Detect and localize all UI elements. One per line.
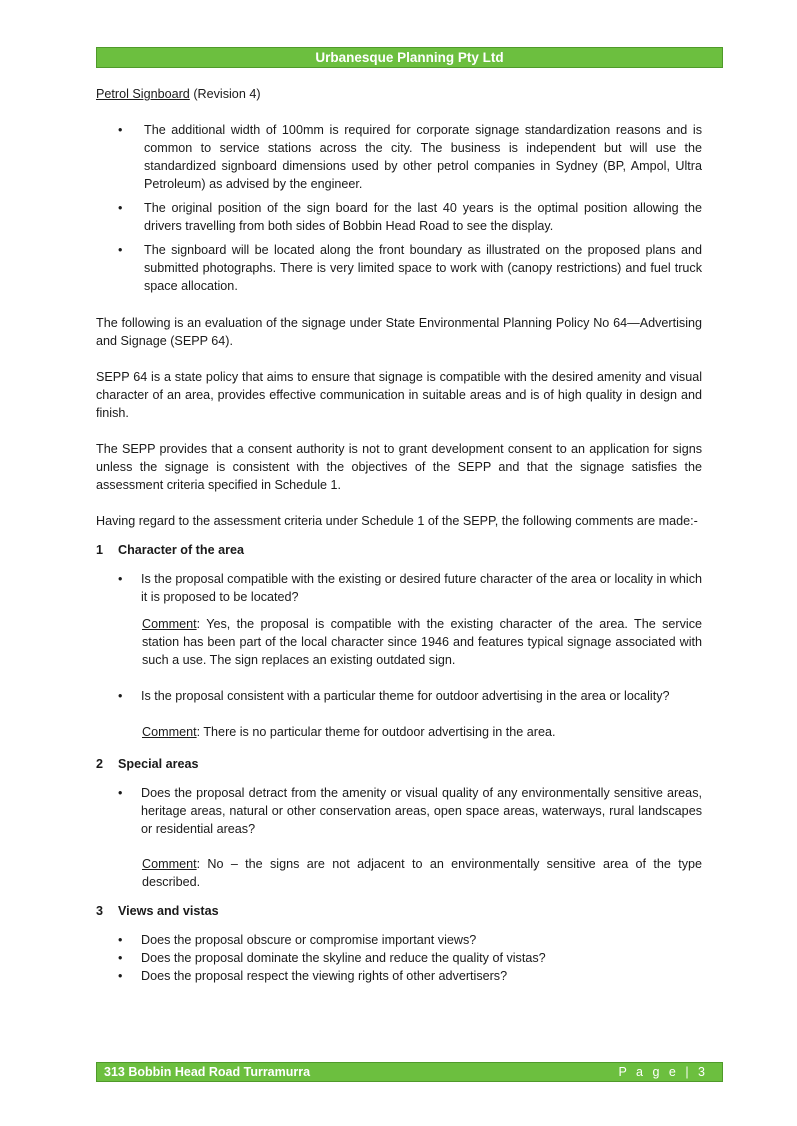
title-revision: (Revision 4) [189, 87, 261, 101]
criteria-list [96, 570, 702, 606]
company-name: Urbanesque Planning Pty Ltd [315, 50, 504, 65]
title-main: Petrol Signboard [96, 87, 190, 101]
criteria-comment [96, 723, 702, 741]
section-title: Character of the area [118, 543, 244, 557]
criteria-comment [96, 855, 702, 891]
criteria-question: • Is the proposal consistent with a particular theme for outdoor advertising in the area or locality? [96, 687, 702, 705]
section-heading [96, 541, 702, 559]
section-number: 1 [96, 543, 104, 557]
document-title [96, 85, 702, 103]
comment-label: Comment [142, 857, 197, 871]
intro-bullet-list [96, 121, 702, 295]
page-number: P a g e | 3 [618, 1065, 708, 1079]
criteria-question: • Does the proposal obscure or compromise important views? [96, 931, 702, 949]
section-number: 3 [96, 904, 104, 918]
page-header-bar [96, 47, 723, 68]
intro-bullet: • The original position of the sign board for the last 40 years is the optimal position allowing the drivers travelling from both sides of Bobbin Head Road to see the display. [96, 199, 702, 235]
comment-label: Comment [142, 725, 197, 739]
paragraph: The following is an evaluation of the signage under State Environmental Planning Policy No 64—Advertising and Signage (SEPP 64). [96, 316, 702, 348]
paragraph: SEPP 64 is a state policy that aims to ensure that signage is compatible with the desired amenity and visual character of an area, provides effective communication in suitable areas and is of high quality in design and finish. [96, 370, 702, 420]
intro-bullet: • The additional width of 100mm is required for corporate signage standardization reasons and is common to service stations across the city. The business is independent but will use the standardized signboard dimensions used by other petrol companies in Sydney (BP, Ampol, Ultra Petroleum) as advised by the engineer. [96, 121, 702, 193]
intro-bullet: • The signboard will be located along the front boundary as illustrated on the proposed plans and submitted photographs. There is very limited space to work with (canopy restrictions) and fuel truck space allocation. [96, 241, 702, 295]
criteria-question: • Does the proposal respect the viewing rights of other advertisers? [96, 967, 702, 985]
criteria-list [96, 687, 702, 705]
page-footer-bar [96, 1062, 723, 1082]
section-title: Special areas [118, 757, 199, 771]
criteria-question: • Is the proposal compatible with the existing or desired future character of the area or locality in which it is proposed to be located? [96, 570, 702, 606]
paragraph: Having regard to the assessment criteria under Schedule 1 of the SEPP, the following comments are made:- [96, 514, 698, 528]
section-number: 2 [96, 757, 104, 771]
section-heading [96, 902, 702, 920]
comment-text: : There is no particular theme for outdoor advertising in the area. [196, 725, 556, 739]
section-title: Views and vistas [118, 904, 219, 918]
criteria-comment [96, 615, 702, 669]
footer-address: 313 Bobbin Head Road Turramurra [104, 1065, 311, 1079]
criteria-list [96, 784, 702, 838]
document-body [96, 85, 702, 985]
comment-text: : Yes, the proposal is compatible with the existing character of the area. The service station has been part of the local character since 1946 and features typical signage associated with such a use. The sign replaces an existing outdated sign. [142, 617, 702, 667]
criteria-list [96, 931, 702, 985]
section-heading [96, 755, 702, 773]
criteria-question: • Does the proposal detract from the amenity or visual quality of any environmentally sensitive areas, heritage areas, natural or other conservation areas, open space areas, waterways, rural landscapes or residential areas? [96, 784, 702, 838]
comment-label: Comment [142, 617, 197, 631]
comment-text: : No – the signs are not adjacent to an environmentally sensitive area of the type described. [142, 857, 702, 889]
criteria-question: • Does the proposal dominate the skyline and reduce the quality of vistas? [96, 949, 702, 967]
paragraph: The SEPP provides that a consent authority is not to grant development consent to an application for signs unless the signage is consistent with the objectives of the SEPP and that the signage satisfies the assessment criteria specified in Schedule 1. [96, 442, 702, 492]
